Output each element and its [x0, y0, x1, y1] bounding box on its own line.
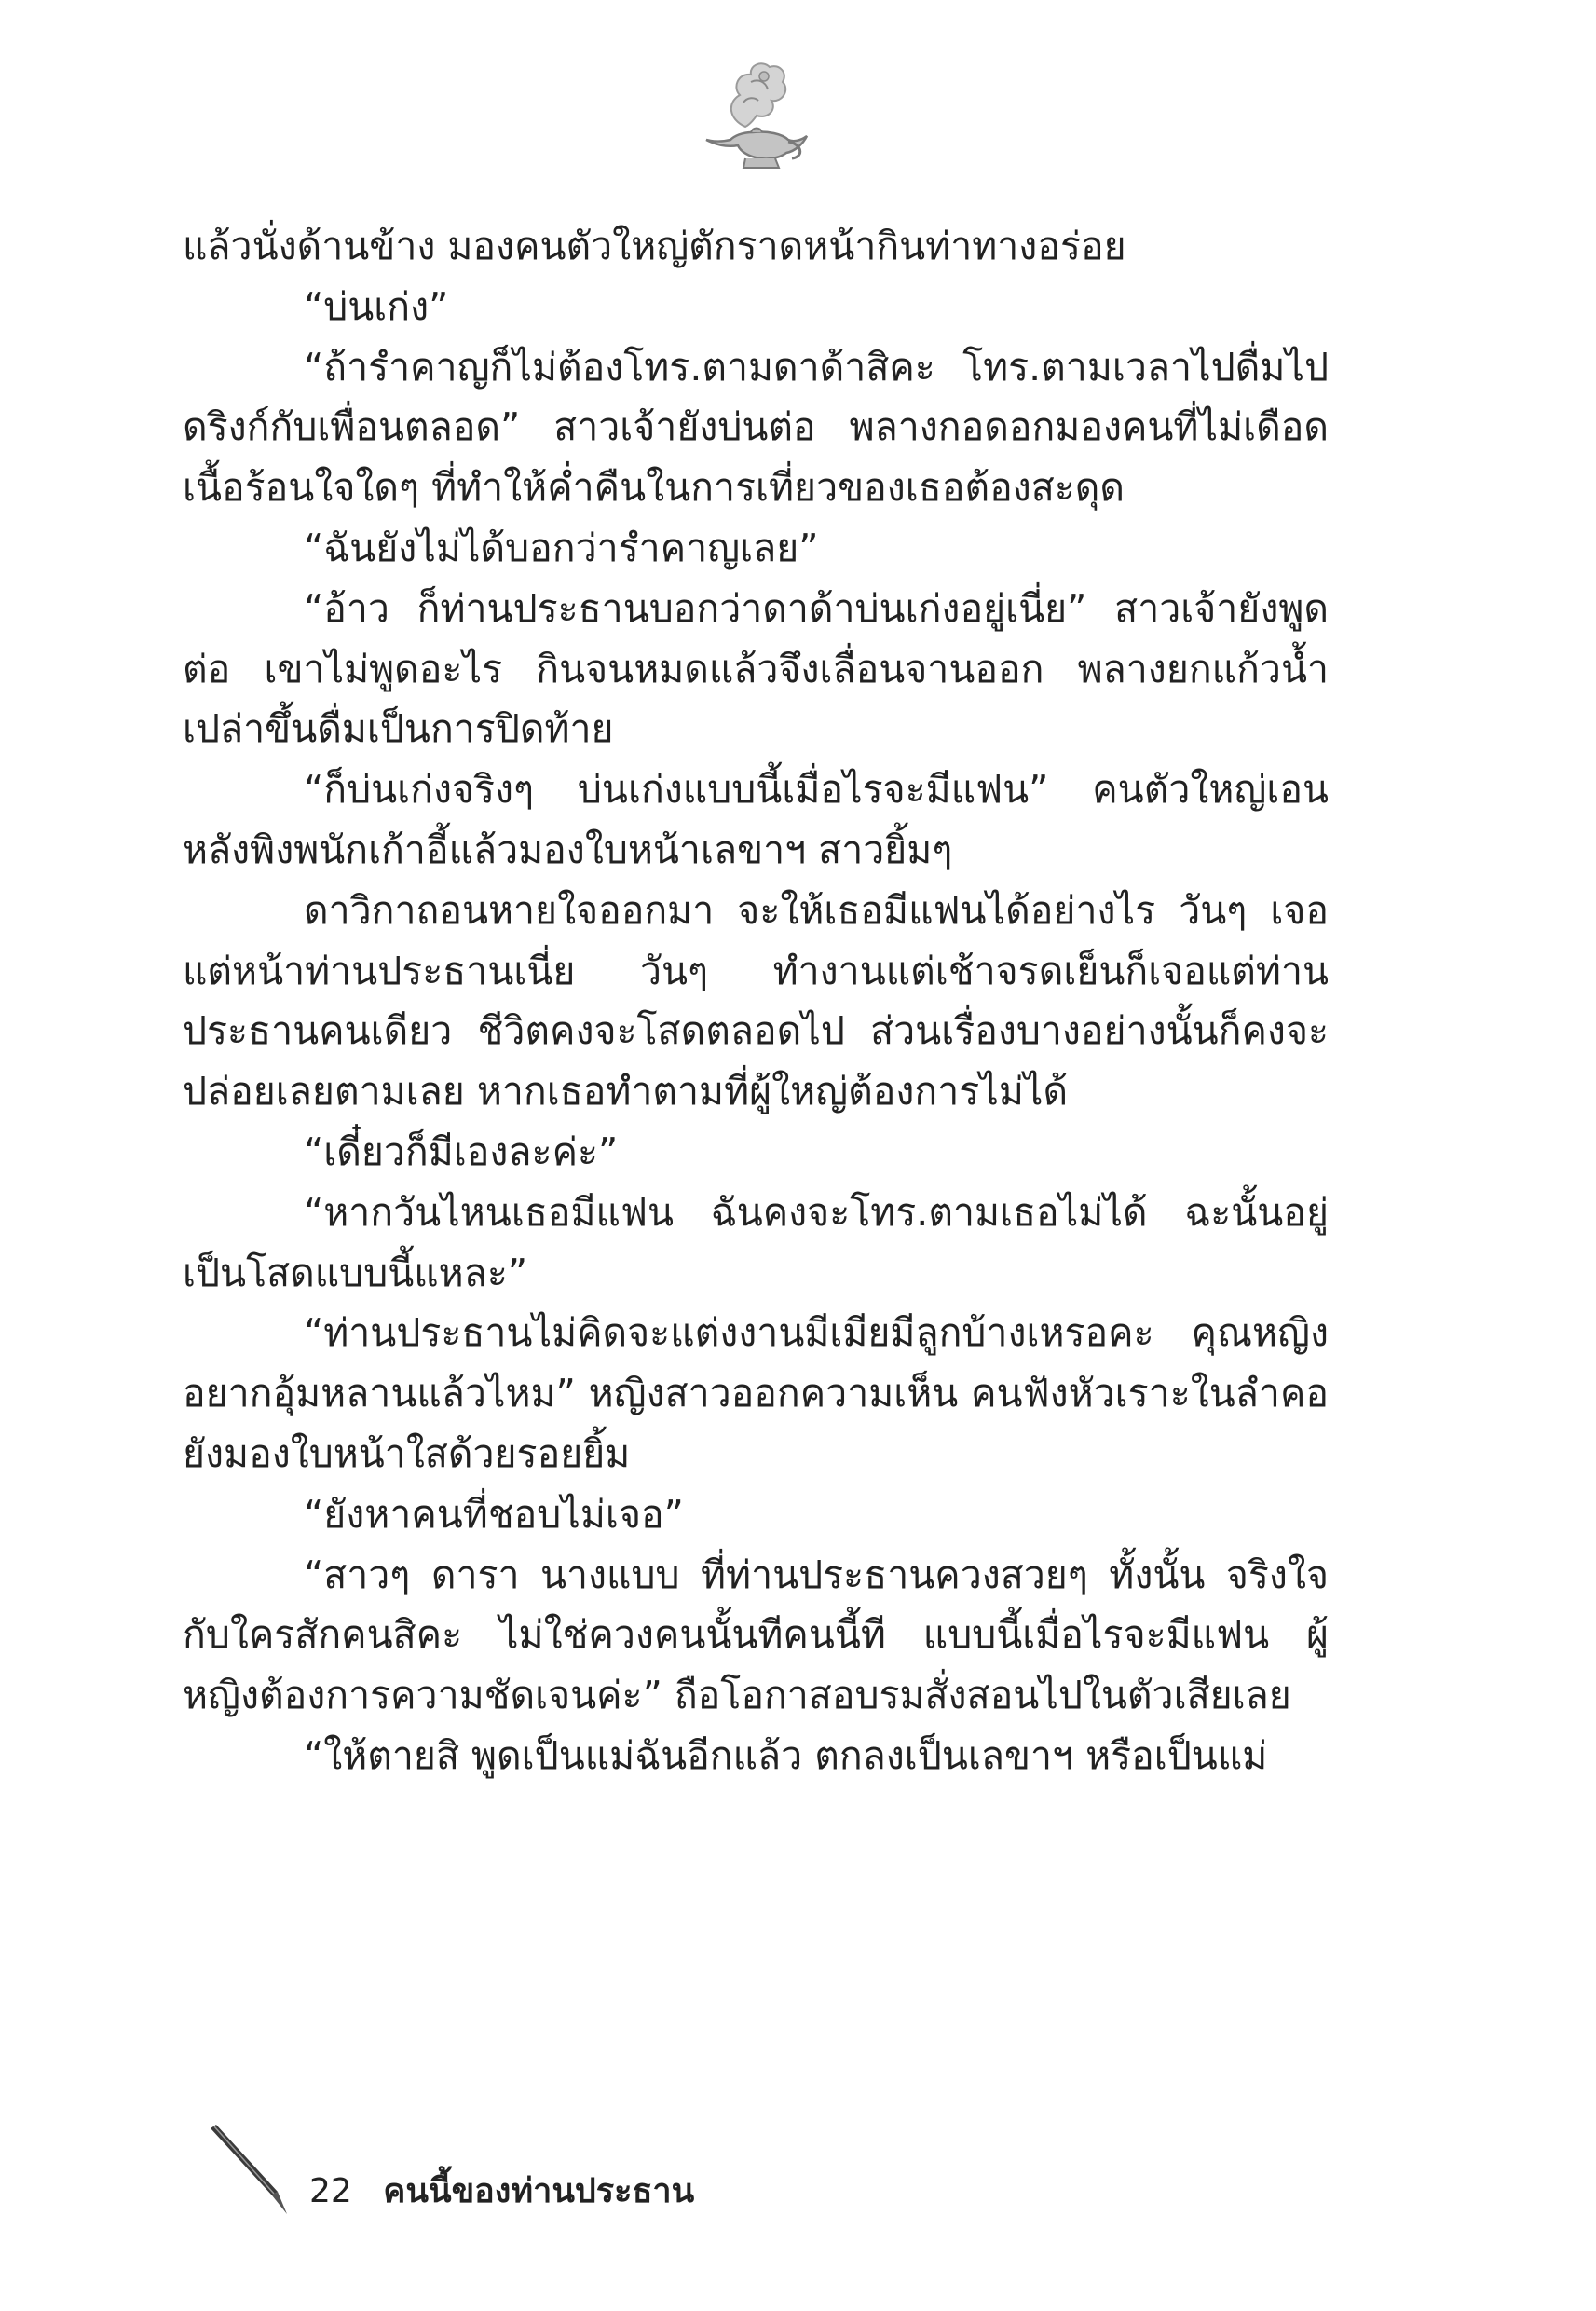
story-text: [183, 216, 1329, 1786]
paragraph: “หากวันไหนเธอมีแฟน ฉันคงจะโทร.ตามเธอไม่ได้ ฉะนั้นอยู่เป็นโสดแบบนี้แหละ”: [183, 1189, 1329, 1295]
paragraph: “อ้าว ก็ท่านประธานบอกว่าดาด้าบ่นเก่งอยู่เนี่ย” สาวเจ้ายังพูดต่อ เขาไม่พูดอะไร กินจนหมดแล้วจึงเลื่อนจานออก พลางยกแก้วน้ำเปล่าขึ้นดื่มเป็นการปิดท้าย: [183, 585, 1329, 752]
book-title: คนนี้ของท่านประธาน: [383, 2172, 695, 2210]
paragraph: ดาวิกาถอนหายใจออกมา จะให้เธอมีแฟนได้อย่างไร วันๆ เจอแต่หน้าท่านประธานเนี่ย วันๆ ทำงานแต่เช้าจรดเย็นก็เจอแต่ท่านประธานคนเดียว ชีวิตคงจะโสดตลอดไป ส่วนเรื่องบางอย่างนั้นก็คงจะปล่อยเลยตามเลย หากเธอทำตามที่ผู้ใหญ่ต้องการไม่ได้: [183, 887, 1329, 1114]
paragraph: “ก็บ่นเก่งจริงๆ บ่นเก่งแบบนี้เมื่อไรจะมีแฟน” คนตัวใหญ่เอนหลังพิงพนักเก้าอี้แล้วมองใบหน้าเลขาฯ สาวยิ้มๆ: [183, 767, 1329, 872]
paragraph: แล้วนั่งด้านข้าง มองคนตัวใหญ่ตักราดหน้ากินท่าทางอร่อย: [183, 224, 1126, 268]
paragraph: “บ่นเก่ง”: [304, 283, 449, 329]
paragraph: “ยังหาคนที่ชอบไม่เจอ”: [304, 1491, 684, 1537]
paragraph: “ให้ตายสิ พูดเป็นแม่ฉันอีกแล้ว ตกลงเป็นเลขาฯ หรือเป็นแม่: [304, 1732, 1268, 1778]
footer-text: [309, 2164, 694, 2217]
fountain-pen-icon: [207, 2125, 291, 2218]
paragraph: “ฉันยังไม่ได้บอกว่ารำคาญเลย”: [304, 525, 819, 570]
page-number: 22: [309, 2172, 352, 2210]
genie-lamp-icon: [686, 54, 816, 185]
paragraph: “เดี๋ยวก็มีเองละค่ะ”: [304, 1128, 619, 1174]
paragraph: “สาวๆ ดารา นางแบบ ที่ท่านประธานควงสวยๆ ทั้งนั้น จริงใจกับใครสักคนสิคะ ไม่ใช่ควงคนนั้นทีคนนี้ที แบบนี้เมื่อไรจะมีแฟน ผู้หญิงต้องการความชัดเจนค่ะ” ถือโอกาสอบรมสั่งสอนไปในตัวเสียเลย: [183, 1552, 1329, 1718]
paragraph: “ท่านประธานไม่คิดจะแต่งงานมีเมียมีลูกบ้างเหรอคะ คุณหญิงอยากอุ้มหลานแล้วไหม” หญิงสาวออกความเห็น คนฟังหัวเราะในลำคอยังมองใบหน้าใสด้วยรอยยิ้ม: [183, 1310, 1329, 1476]
paragraph: “ถ้ารำคาญก็ไม่ต้องโทร.ตามดาด้าสิคะ โทร.ตามเวลาไปดื่มไปดริงก์กับเพื่อนตลอด” สาวเจ้ายังบ่นต่อ พลางกอดอกมองคนที่ไม่เดือดเนื้อร้อนใจใดๆ ที่ทำให้ค่ำคืนในการเที่ยวของเธอต้องสะดุด: [183, 344, 1329, 511]
page-footer: [207, 2125, 859, 2227]
